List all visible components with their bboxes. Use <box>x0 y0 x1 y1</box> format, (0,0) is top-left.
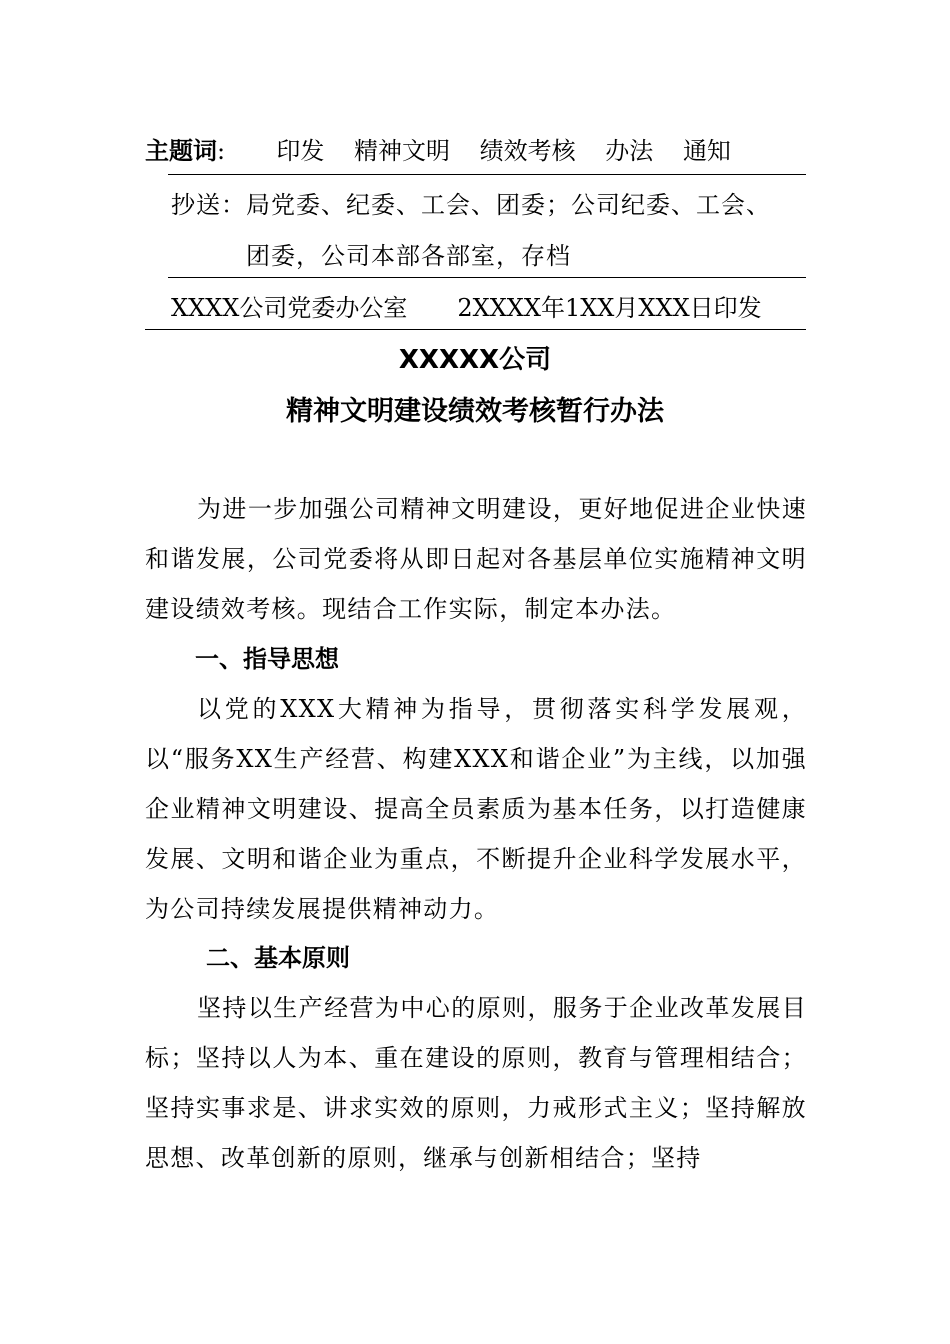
keyword-item: 印发 <box>276 137 325 165</box>
keyword-item: 绩效考核 <box>479 137 576 165</box>
section-paragraph: 坚持以生产经营为中心的原则，服务于企业改革发展目标；坚持以人为本、重在建设的原则，教育与管理相结合；坚持实事求是、讲求实效的原则，力戒形式主义；坚持解放思想、改革创新的原则，继承与创新相结合；坚持 <box>145 994 807 1172</box>
section-paragraph: 以党的XXX大精神为指导，贯彻落实科学发展观，以“服务XX生产经营、构建XXX和谐企业”为主线，以加强企业精神文明建设、提高全员素质为基本任务，以打造健康发展、文明和谐企业为重点，不断提升企业科学发展水平，为公司持续发展提供精神动力。 <box>145 695 807 923</box>
subject-keywords <box>145 133 731 169</box>
keywords-colon: : <box>217 137 226 165</box>
keyword-item: 通知 <box>682 137 731 165</box>
section-heading: 二、基本原则 <box>206 944 350 972</box>
document-title-company: XXXXX公司 <box>398 345 552 375</box>
keywords-label: 主题词 <box>145 137 217 165</box>
issuing-office: XXXX公司党委办公室 <box>171 294 408 322</box>
section-heading: 一、指导思想 <box>195 645 339 673</box>
divider-line <box>168 174 806 175</box>
issuance-info <box>171 290 762 326</box>
keyword-item: 办法 <box>605 137 654 165</box>
issue-date: 2XXXX年1XX月XXX日印发 <box>457 294 762 322</box>
keyword-item: 精神文明 <box>354 137 451 165</box>
divider-line <box>145 329 806 330</box>
distribution-line-1: 抄送：局党委、纪委、工会、团委；公司纪委、工会、 <box>171 191 771 219</box>
document-title: 精神文明建设绩效考核暂行办法 <box>286 396 664 427</box>
divider-line <box>168 277 806 278</box>
distribution-line-2: 团委，公司本部各部室，存档 <box>246 242 571 270</box>
intro-paragraph: 为进一步加强公司精神文明建设，更好地促进企业快速和谐发展，公司党委将从即日起对各基层单位实施精神文明建设绩效考核。现结合工作实际，制定本办法。 <box>145 495 807 623</box>
